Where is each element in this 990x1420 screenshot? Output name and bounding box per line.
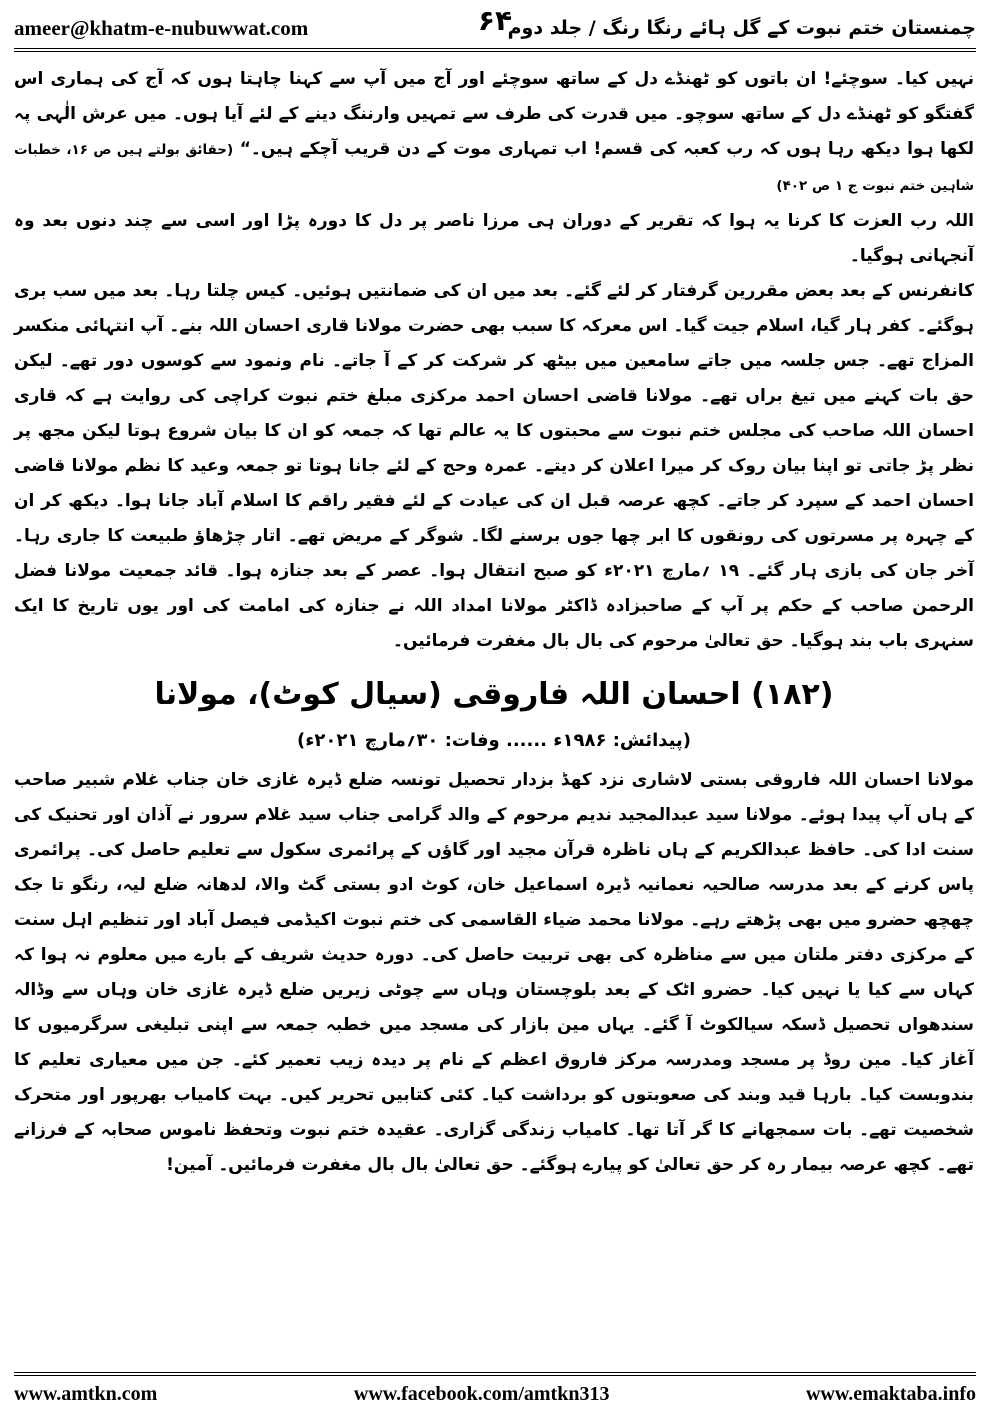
paragraph-biography: کانفرنس کے بعد بعض مقررین گرفتار کر لئے گئے۔ بعد میں ان کی ضمانتیں ہوئیں۔ کیس چلتا رہا۔ بعد میں سب بری ہوگئے۔ کفر ہار گیا، اسلام جیت گیا۔ اس معرکہ کا سبب بھی حضرت مولانا قاری احسان اللہ بنے۔ آپ انتہائی منکسر المزاج تھے۔ جس جلسہ میں جاتے سامعین میں بیٹھ کر شرکت کر کے آ جاتے۔ نام ونمود سے کوسوں دور تھے۔ لیکن حق بات کہنے میں تیغ براں تھے۔ مولانا قاضی احسان احمد مرکزی مبلغ ختم نبوت کراچی کی روایت ہے کہ قاری احسان اللہ صاحب کی مجلس ختم نبوت سے محبتوں کا یہ عالم تھا کہ جمعہ کو ان کا بیان شروع ہوتا لیکن مجھ پر نظر پڑ جاتی تو اپنا بیان روک کر میرا اعلان کر دیتے۔ عمرہ وحج کے لئے جانا ہوتا تو جمعہ وعید کا نظم مولانا قاضی احسان احمد کے سپرد کر جاتے۔ کچھ عرصہ قبل ان کی عیادت کے لئے فقیر راقم کا اسلام آباد جانا ہوا۔ دیکھ کر ان کے چہرہ پر مسرتوں کی رونقوں کا ابر چھا جوں برسنے لگا۔ شوگر کے مریض تھے۔ اتار چڑھاؤ طبیعت کا جاری رہا۔ آخر جان کی بازی ہار گئے۔ ۱۹ ؍مارچ ۲۰۲۱ء کو صبح انتقال ہوا۔ عصر کے بعد جنازہ ہوا۔ قائد جمعیت مولانا فضل الرحمن صاحب کے حکم پر آپ کے صاحبزادہ ڈاکٹر مولانا امداد اللہ نے جنازہ کی امامت کی اور یوں تاریخ کا ایک سنہری باب بند ہوگیا۔ حق تعالیٰ مرحوم کی بال بال مغفرت فرمائیں۔ [14, 281, 974, 651]
paragraph-quote [14, 62, 974, 204]
paragraph-biography-faruqi: مولانا احسان اللہ فاروقی بستی لاشاری نزد کھڈ بزدار تحصیل تونسہ ضلع ڈیرہ غازی خان جناب غلام شبیر صاحب کے ہاں آپ پیدا ہوئے۔ مولانا سید عبدالمجید ندیم مرحوم کے والد گرامی جناب سید غلام سرور نے آذان اور تحنیک کی سنت ادا کی۔ حافظ عبدالکریم کے ہاں ناظرہ قرآن مجید اور گاؤں کے پرائمری سکول سے تعلیم حاصل کی۔ پرائمری پاس کرنے کے بعد مدرسہ صالحیہ نعمانیہ ڈیرہ اسماعیل خان، کوٹ ادو بستی گٹ والا، لدھانہ ضلع لیہ، رنگو تا جک چھچھ حضرو میں بھی پڑھتے رہے۔ مولانا محمد ضیاء القاسمی کی ختم نبوت اکیڈمی فیصل آباد اور تنظیم اہل سنت کے مرکزی دفتر ملتان میں سے مناظرہ کی بھی تربیت حاصل کی۔ دورہ حدیث شریف کے بارے میں معلوم نہ ہوا کہ کہاں سے کیا یا نہیں کیا۔ حضرو اٹک کے بعد بلوچستان وہاں سے چوٹی زیریں ضلع ڈیرہ غازی خان وہاں سے وڈالہ سندھواں تحصیل ڈسکہ سیالکوٹ آ گئے۔ یہاں مین بازار کی مسجد میں خطبہ جمعہ سے اپنی تبلیغی سرگرمیوں کا آغاز کیا۔ مین روڈ پر مسجد ومدرسہ مرکز فاروق اعظم کے نام پر دیدہ زیب تعمیر کئے۔ جن میں معیاری تعلیم کا بندوبست کیا۔ بارہا قید وبند کی صعوبتوں کو برداشت کیا۔ کئی کتابیں تحریر کیں۔ بہت کامیاب بھرپور اور متحرک شخصیت تھے۔ بات سمجھانے کا گر آتا تھا۔ کامیاب زندگی گزاری۔ عقیدہ ختم نبوت وتحفظ ناموس صحابہ کے فرزانے تھے۔ کچھ عرصہ بیمار رہ کر حق تعالیٰ کو پیارے ہوگئے۔ حق تعالیٰ بال بال مغفرت فرمائیں۔ آمین! [14, 770, 974, 1175]
page-header [14, 4, 976, 52]
section-heading: (۱۸۲) احسان اللہ فاروقی (سیال کوٹ)، مولانا [154, 677, 834, 712]
quote-text: نہیں کیا۔ سوچئے! ان باتوں کو ٹھنڈے دل کے ساتھ سوچئے اور آج میں آپ سے کہنا چاہتا ہوں کہ آج کی ہماری اس گفتگو کو ٹھنڈے دل کے ساتھ سوچو۔ میں قدرت کی طرف سے تمہیں وارننگ دینے کے لئے آیا ہوں۔ میں عرش الٰہی پہ لکھا ہوا دیکھ رہا ہوں کہ رب کعبہ کی قسم! اب تمہاری موت کے دن قریب آچکے ہیں۔“ [14, 69, 974, 159]
section-dates: (پیدائش: ۱۹۸۶ء ...... وفات: ۳۰؍مارچ ۲۰۲۱ء) [296, 730, 692, 751]
footer-link-emaktaba[interactable]: www.emaktaba.info [805, 1382, 976, 1405]
footer-link-amtkn[interactable]: www.amtkn.com [14, 1382, 158, 1405]
footer-link-facebook[interactable]: www.facebook.com/amtkn313 [353, 1382, 610, 1405]
quote-citation: (حقائق بولتے ہیں ص ۱۶، خطبات شاہین ختم نبوت ج ۱ ص ۴۰۲) [14, 142, 974, 194]
page-body [14, 62, 974, 1183]
paragraph-death-of-mirza: اللہ رب العزت کا کرنا یہ ہوا کہ تقریر کے دوران ہی مرزا ناصر پر دل کا دورہ پڑا اور اسی سے چند دنوں بعد وہ آنجہانی ہوگیا۔ [14, 211, 974, 266]
page-footer [14, 1372, 976, 1412]
header-email: ameer@khatm-e-nubuwwat.com [14, 15, 309, 40]
page-number: ۶۴ [477, 4, 513, 37]
book-title: چمنستان ختم نبوت کے گل ہائے رنگا رنگ / جلد دوم [507, 17, 976, 39]
